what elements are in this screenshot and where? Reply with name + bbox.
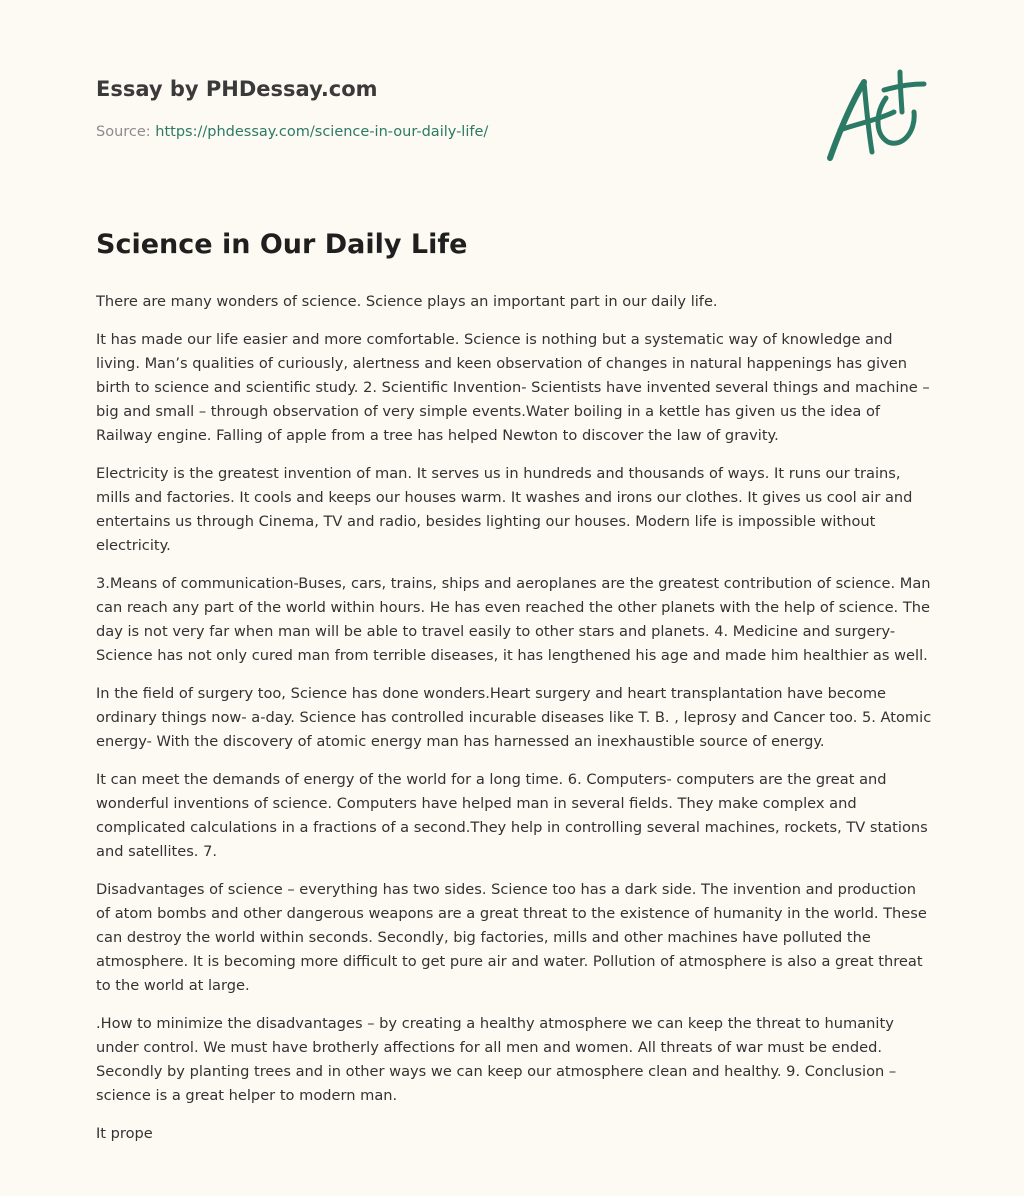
- paragraph: Disadvantages of science – everything has two sides. Science too has a dark side. The invention and production of atom bombs and other dangerous weapons are a great threat to the existence of humanity in the world. These can destroy the world within seconds. Secondly, big factories, mills and other machines have polluted the atmosphere. It is becoming more difficult to get pure air and water. Pollution of atmosphere is also a great threat to the world at large.: [96, 881, 927, 994]
- paragraph: It has made our life easier and more comfortable. Science is nothing but a systematic way of knowledge and living. Man’s qualities of curiously, alertness and keen observation of changes in natural happenings has given birth to science and scientific study. 2. Scientific Invention- Scientists have invented several things and machine – big and small – through observation of very simple events.Water boiling in a kettle has given us the idea of Railway engine. Falling of apple from a tree has helped Newton to discover the law of gravity.: [96, 331, 930, 444]
- paragraph: It prope: [96, 1125, 153, 1142]
- brand-title: Essay by PHDessay.com: [96, 77, 378, 101]
- paragraph: .How to minimize the disadvantages – by creating a healthy atmosphere we can keep the threat to humanity under control. We must have brotherly affections for all men and women. All threats of war must be ended. Secondly by planting trees and in other ways we can keep our atmosphere clean and healthy. 9. Conclusion – science is a great helper to modern man.: [96, 1015, 897, 1104]
- paragraph: 3.Means of communication-Buses, cars, trains, ships and aeroplanes are the greatest contribution of science. Man can reach any part of the world within hours. He has even reached the other planets with the help of science. The day is not very far when man will be able to travel easily to other stars and planets. 4. Medicine and surgery-Science has not only cured man from terrible diseases, it has lengthened his age and made him healthier as well.: [96, 575, 931, 664]
- article-title: Science in Our Daily Life: [96, 229, 468, 260]
- source-link[interactable]: https://phdessay.com/science-in-our-daily-life/: [155, 124, 489, 140]
- a-plus-logo-icon: [822, 68, 930, 164]
- essay-header: [96, 74, 928, 142]
- paragraph: It can meet the demands of energy of the world for a long time. 6. Computers- computers are the great and wonderful inventions of science. Computers have helped man in several fields. They make complex and complicated calculations in a fractions of a second.They help in controlling several machines, rockets, TV stations and satellites. 7.: [96, 771, 928, 860]
- source-label: Source:: [96, 124, 156, 140]
- essay-article: [96, 226, 932, 1160]
- paragraph: There are many wonders of science. Science plays an important part in our daily life.: [96, 293, 718, 310]
- source-line: [96, 122, 928, 142]
- paragraph: In the field of surgery too, Science has done wonders.Heart surgery and heart transplantation have become ordinary things now- a-day. Science has controlled incurable diseases like T. B. , leprosy and Cancer too. 5. Atomic energy- With the discovery of atomic energy man has harnessed an inexhaustible source of energy.: [96, 685, 932, 750]
- paragraph: Electricity is the greatest invention of man. It serves us in hundreds and thousands of ways. It runs our trains, mills and factories. It cools and keeps our houses warm. It washes and irons our clothes. It gives us cool air and entertains us through Cinema, TV and radio, besides lighting our houses. Modern life is impossible without electricity.: [96, 465, 913, 554]
